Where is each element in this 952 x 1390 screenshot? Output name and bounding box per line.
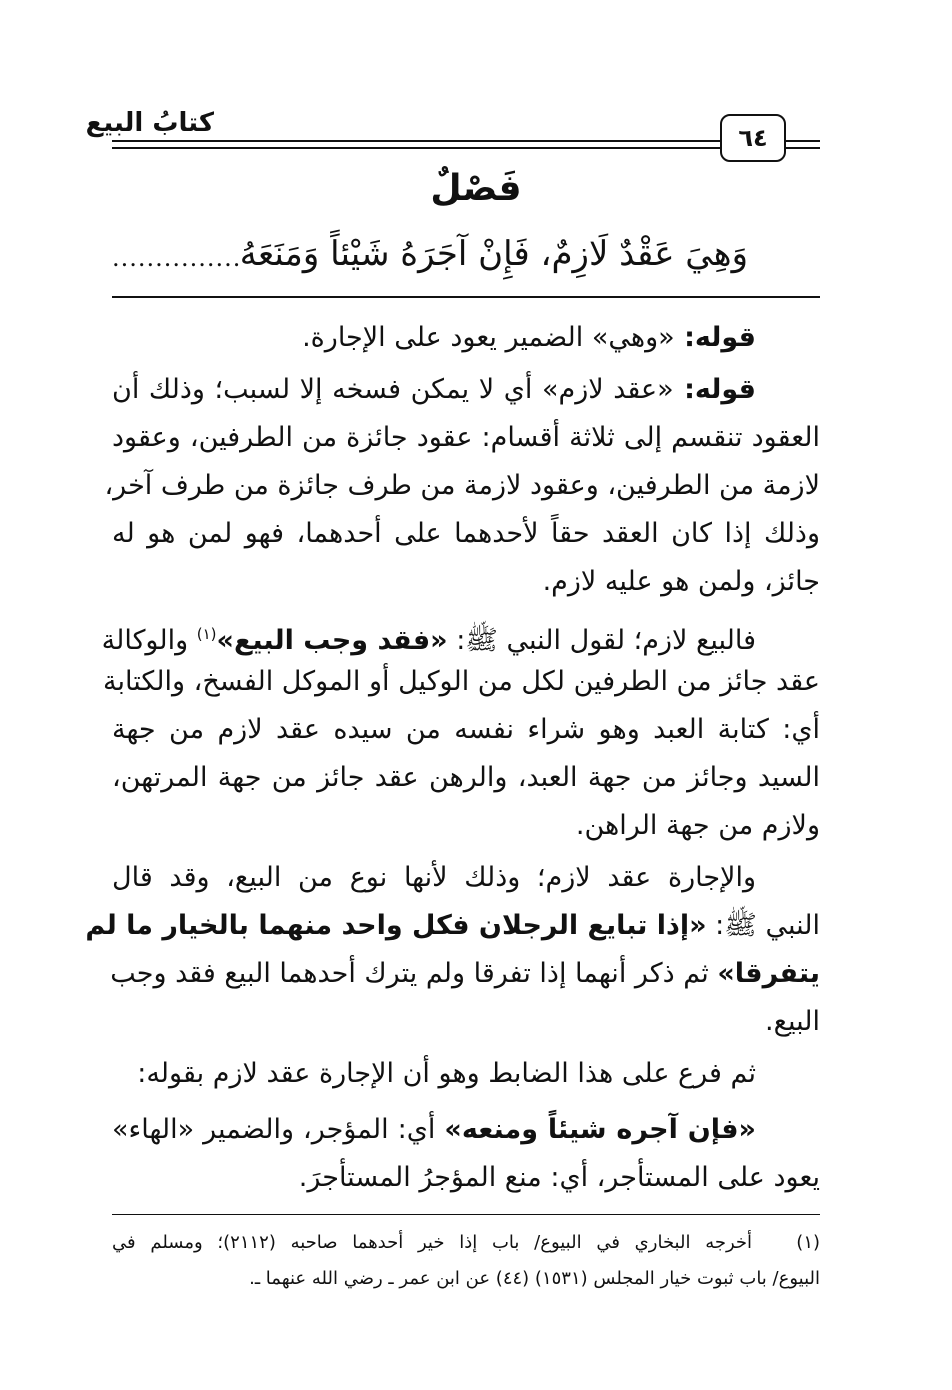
- line-lead: قوله:: [674, 322, 756, 353]
- body-line: السيد وجائز من جهة العبد، والرهن عقد جائز من جهة المرتهن،: [112, 762, 820, 793]
- header-rule: [112, 147, 720, 149]
- hadith-quote: «إذا تبايع الرجلان فكل واحد منهما بالخيار ما لم: [85, 910, 707, 941]
- body-line: يعود على المستأجر، أي: منع المؤجرُ المستأجرَ.: [298, 1162, 820, 1193]
- header-rule: [782, 147, 820, 149]
- running-title: كتابُ البيع: [85, 108, 214, 138]
- line-text: النبي ﷺ:: [706, 910, 820, 941]
- body-line: ولازم من جهة الراهن.: [575, 810, 820, 841]
- matn-text: وَهِيَ عَقْدٌ لَازِمٌ، فَإِنْ آجَرَهُ شَيْئاً وَمَنَعَهُ: [239, 234, 748, 274]
- matn-quote: «فإن آجره شيئاً ومنعه»: [444, 1114, 757, 1145]
- section-heading: فَصْلٌ: [430, 168, 522, 209]
- body-line: جائز، ولمن هو عليه لازم.: [542, 566, 820, 597]
- header-rule: [112, 140, 720, 142]
- body-line: والإجارة عقد لازم؛ وذلك لأنها نوع من البيع، وقد قال: [112, 862, 756, 893]
- footnote-marker: (١): [796, 1232, 821, 1253]
- body-line: [302, 318, 756, 358]
- line-text: «وهي» الضمير يعود على الإجارة.: [302, 322, 675, 353]
- body-line: البيع.: [765, 1006, 820, 1037]
- body-line: أي: كتابة العبد وهو شراء نفسه من سيده عقد لازم من جهة: [112, 714, 820, 745]
- line-lead: قوله:: [673, 374, 756, 405]
- footnote-text: أخرجه البخاري في البيوع/ باب إذا خير أحدهما صاحبه (٢١١٢)؛ ومسلم في: [112, 1232, 753, 1253]
- body-line: عقد جائز من الطرفين لكل من الوكيل أو الموكل الفسخ، والكتابة: [102, 666, 820, 697]
- line-text: والوكالة: [101, 625, 197, 656]
- body-line: [101, 614, 756, 661]
- body-line: وذلك إذا كان العقد حقاً لأحدهما على أحدهما، فهو لمن هو له: [112, 518, 820, 549]
- header-rule: [782, 140, 820, 142]
- body-line: [112, 1110, 756, 1150]
- body-line: لازمة من الطرفين، وعقود لازمة من طرف جائزة من طرف آخر،: [104, 470, 820, 501]
- body-line: ثم فرع على هذا الضابط وهو أن الإجارة عقد لازم بقوله:: [137, 1058, 756, 1089]
- footnote-line: البيوع/ باب ثبوت خيار المجلس (١٥٣١) (٤٤) عن ابن عمر ـ رضي الله عنهما ـ.: [249, 1268, 820, 1289]
- hadith-quote: يتفرقا»: [717, 958, 820, 989]
- footnote-ref[interactable]: (١): [196, 625, 217, 643]
- line-text: ثم ذكر أنهما إذا تفرقا ولم يترك أحدهما البيع فقد وجب: [110, 958, 718, 989]
- matn-dots: ...............: [112, 244, 242, 272]
- matn-separator: [112, 296, 820, 298]
- line-text: «عقد لازم» أي لا يمكن فسخه إلا لسبب؛ وذلك أن: [112, 374, 674, 405]
- body-line: العقود تنقسم إلى ثلاثة أقسام: عقود جائزة من الطرفين، وعقود: [112, 422, 820, 453]
- footnote-separator: [112, 1214, 820, 1215]
- hadith-quote: «فقد وجب البيع»: [216, 625, 448, 656]
- page-number-box: [720, 114, 786, 162]
- line-text: فالبيع لازم؛ لقول النبي ﷺ:: [447, 625, 756, 656]
- line-text: أي: المؤجر، والضمير «الهاء»: [112, 1114, 445, 1145]
- footnote-line: [112, 1228, 820, 1258]
- body-line: [85, 906, 820, 946]
- page-number: ٦٤: [738, 124, 768, 152]
- body-line: [112, 370, 756, 410]
- body-line: [112, 954, 820, 994]
